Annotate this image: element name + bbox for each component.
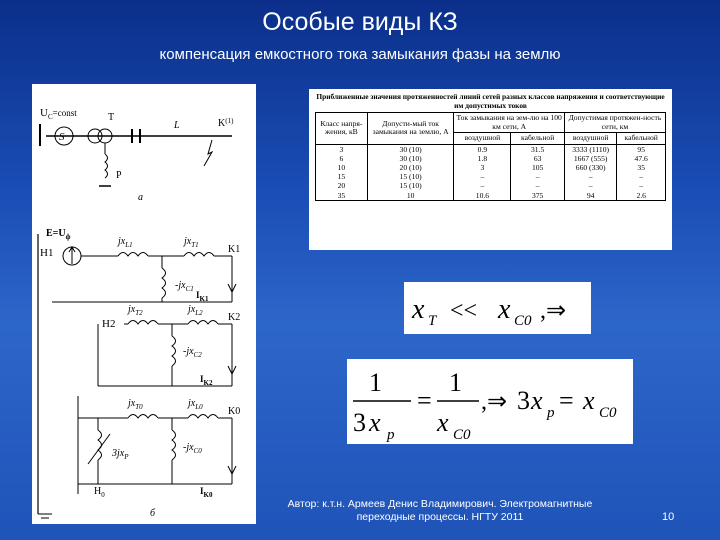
xc2-label: $-jx_{C2}$ — [183, 346, 202, 359]
inductance-t2 — [128, 321, 158, 325]
f2-den2-x: x — [437, 408, 449, 437]
f2-rhs-sub2: C0 — [599, 405, 617, 421]
reactor-coil — [105, 154, 108, 178]
col-cable: кабельной — [511, 133, 565, 145]
table-row: 20 15 (10) – – – – — [316, 181, 666, 190]
inductance-l0 — [188, 415, 218, 419]
node-h0: $H_0$ — [94, 486, 105, 499]
inductance-l2 — [188, 321, 218, 325]
f1-implies: ,⇒ — [540, 298, 567, 324]
capacitance-c2 — [172, 336, 176, 366]
f2-den1-sub: p — [387, 427, 395, 443]
transformer-label: T — [108, 112, 115, 123]
node-h2: H2 — [102, 318, 116, 330]
xc1-label: $-jx_{C1}$ — [175, 280, 194, 293]
f2-den1-x: x — [369, 408, 381, 437]
table-row: 35 10 10.6 375 94 2.6 — [316, 191, 666, 201]
f2-rhs-sub: p — [547, 405, 555, 421]
uc-label: $U_C^{=const}$ — [40, 107, 77, 121]
xl2-label: $jx_{L2}$ — [188, 304, 203, 317]
f1-x: x — [412, 294, 425, 325]
xl0-label: $jx_{L0}$ — [188, 398, 203, 411]
xt1-label: $jx_{T1}$ — [184, 236, 199, 249]
f2-rhs-x: x — [531, 386, 543, 415]
node-k1: K1 — [228, 244, 241, 255]
f2-equals2: = — [559, 386, 574, 415]
f2-num2: 1 — [449, 368, 462, 397]
fault-arrow — [204, 140, 212, 166]
xt0-label: $jx_{T0}$ — [128, 398, 143, 411]
inductance-t1 — [184, 253, 214, 257]
table-row: 6 30 (10) 1.8 63 1667 (555) 47.6 — [316, 154, 666, 163]
col-allowed: Допусти-мый ток замыкания на землю, А — [367, 113, 454, 145]
formula-xt-vs-xc0 — [404, 282, 591, 334]
inductance-l1 — [118, 253, 148, 257]
inductance-t0 — [128, 415, 158, 419]
ik2-label: $I_{K2}$ — [200, 374, 213, 387]
table-row: 10 20 (10) 3 105 660 (330) 35 — [316, 163, 666, 172]
ik1-label: $I_{K1}$ — [196, 290, 209, 303]
f2-rhs-x2: x — [583, 386, 595, 415]
f1-t-sub: T — [428, 313, 437, 329]
capacitance-c0 — [172, 430, 176, 460]
length-table — [309, 89, 672, 250]
ik0-label: $I_{K0}$ — [200, 486, 213, 499]
node-h1: H1 — [40, 247, 54, 259]
xp-label: $3jx_P$ — [112, 448, 129, 461]
reactor-label: P — [116, 170, 122, 181]
reactor-3xp — [98, 430, 102, 460]
line-label: L — [174, 120, 180, 131]
f2-den2-sub: C0 — [453, 427, 471, 443]
col-current: Ток замыкания на зем-лю на 100 км сети, А — [454, 113, 564, 133]
f2-num1: 1 — [369, 368, 382, 397]
f2-rhs-3: 3 — [517, 386, 530, 415]
node-k0: K0 — [228, 406, 241, 417]
f2-den1-3: 3 — [353, 408, 366, 437]
table-caption: Приближенные значения протяженностей линий сетей разных классов напряжения и соответствующие им допустимых токов — [316, 92, 665, 110]
source-label: S — [59, 131, 65, 143]
col-cable2: кабельной — [617, 133, 666, 145]
table-row: 15 15 (10) – – – – — [316, 172, 666, 181]
col-air2: воздушной — [564, 133, 616, 145]
formula-xp — [347, 359, 633, 444]
xc0-label: $-jx_{C0}$ — [183, 442, 202, 455]
author-footer: Автор: к.т.н. Армеев Денис Владимирович. Электромагнитные переходные процессы. НГТУ 2011 — [287, 498, 593, 523]
table-row: 3 30 (10) 0.9 31.5 3333 (1110) 95 — [316, 144, 666, 154]
xt2-label: $jx_{T2}$ — [128, 304, 143, 317]
col-class: Класс напря-жения, кВ — [316, 113, 368, 145]
fault-label: $K^{(1)}$ — [218, 117, 234, 129]
f2-equals: = — [417, 386, 432, 415]
node-k2: K2 — [228, 312, 241, 323]
circuit-diagram — [32, 84, 256, 524]
f1-x2: x — [498, 294, 511, 325]
col-length: Допустимая протяжен-ность сети, км — [564, 113, 665, 133]
page-number: 10 — [662, 511, 675, 523]
subfig-b-label: б — [150, 508, 156, 519]
emf-label: $E=U_ф$ — [46, 228, 71, 241]
f1-rel: << — [450, 298, 478, 324]
col-air: воздушной — [454, 133, 511, 145]
xl1-label: $jx_{L1}$ — [118, 236, 133, 249]
capacitance-c1 — [162, 268, 166, 298]
subfig-a-label: а — [138, 192, 143, 203]
data-table — [315, 112, 666, 201]
f2-implies: ,⇒ — [481, 389, 508, 415]
f1-c0-sub: C0 — [514, 313, 532, 329]
slide-subtitle: компенсация емкостного тока замыкания фазы на землю — [159, 46, 561, 63]
slide-title: Особые виды КЗ — [262, 8, 458, 36]
